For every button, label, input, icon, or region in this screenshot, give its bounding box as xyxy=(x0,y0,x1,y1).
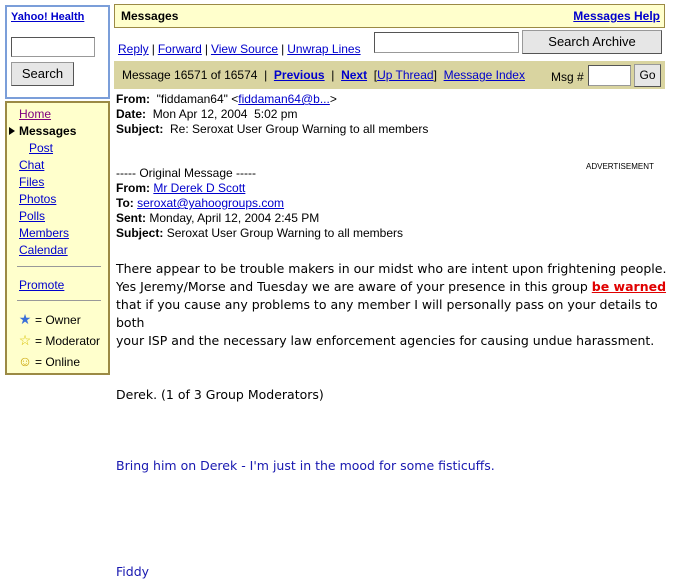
current-page-arrow-icon xyxy=(9,127,15,135)
nav-photos[interactable]: Photos xyxy=(19,192,57,206)
page-title: Messages xyxy=(121,9,179,23)
be-warned-text: be warned xyxy=(591,279,667,294)
reply-text: Bring him on Derek - I'm just in the mood for some fisticuffs. xyxy=(116,458,495,473)
nav-calendar[interactable]: Calendar xyxy=(19,243,68,257)
group-nav xyxy=(5,101,110,375)
search-archive-button[interactable]: Search Archive xyxy=(522,30,662,54)
message-nav-bar xyxy=(114,61,665,89)
next-link[interactable]: Next xyxy=(341,68,368,82)
body-line: that if you cause any problems to any member I will personally pass on your details to both xyxy=(116,297,658,330)
body-line: There appear to be trouble makers in our midst who are intent upon frightening people. xyxy=(116,261,667,276)
nav-divider xyxy=(17,266,101,267)
nav-home[interactable]: Home xyxy=(19,107,52,121)
nav-divider xyxy=(17,300,101,301)
message-index-link[interactable]: Message Index xyxy=(443,68,525,82)
forward-link[interactable]: Forward xyxy=(157,42,202,56)
original-from-link[interactable]: Mr Derek D Scott xyxy=(153,181,246,195)
message-body xyxy=(116,260,675,350)
advertisement-label: ADVERTISEMENT xyxy=(586,162,654,171)
nav-polls[interactable]: Polls xyxy=(19,209,46,223)
smiley-icon: ☺ xyxy=(17,353,33,369)
original-divider: ----- Original Message ----- xyxy=(116,166,257,180)
reply-link[interactable]: Reply xyxy=(118,42,149,56)
original-to: To: seroxat@yahoogroups.com xyxy=(116,196,285,210)
yellow-star-icon: ☆ xyxy=(18,332,32,348)
legend-online: ☺ = Online xyxy=(17,353,81,369)
site-search-button[interactable]: Search xyxy=(11,62,74,86)
original-sent: Sent: Monday, April 12, 2004 2:45 PM xyxy=(116,211,320,225)
body-line: your ISP and the necessary law enforcement agencies for causing undue harassment. xyxy=(116,333,655,348)
previous-link[interactable]: Previous xyxy=(273,68,325,82)
archive-search-input[interactable] xyxy=(374,32,519,53)
message-nav-text: Message 16571 of 16574 | Previous | Next [Up Thread] Message Index xyxy=(122,68,525,82)
nav-members[interactable]: Members xyxy=(19,226,70,240)
message-from: From: "fiddaman64" <fiddaman64@b...> xyxy=(116,92,337,106)
body-line: Yes Jeremy/Morse and Tuesday we are aware of your presence in this group be warned xyxy=(116,279,667,294)
msg-number-input[interactable] xyxy=(588,65,631,86)
blue-star-icon: ★ xyxy=(18,311,32,327)
go-button[interactable]: Go xyxy=(634,64,661,87)
sign-off: Fiddy xyxy=(116,564,150,579)
legend-moderator: ☆ = Moderator xyxy=(18,332,101,348)
msg-number-label: Msg # xyxy=(551,70,584,84)
yahoo-health-link[interactable]: Yahoo! Health xyxy=(11,11,85,23)
messages-header xyxy=(114,4,665,28)
view-source-link[interactable]: View Source xyxy=(210,42,279,56)
nav-promote[interactable]: Promote xyxy=(19,278,65,292)
nav-files[interactable]: Files xyxy=(19,175,45,189)
message-subject: Subject: Re: Seroxat User Group Warning to all members xyxy=(116,122,429,136)
site-search-input[interactable] xyxy=(11,37,95,57)
messages-help-link[interactable]: Messages Help xyxy=(573,9,660,23)
nav-chat[interactable]: Chat xyxy=(19,158,45,172)
message-date: Date: Mon Apr 12, 2004 5:02 pm xyxy=(116,107,298,121)
nav-messages[interactable]: Messages xyxy=(19,124,77,138)
original-subject: Subject: Seroxat User Group Warning to all members xyxy=(116,226,403,240)
message-toolbar: Reply | Forward | View Source | Unwrap Lines xyxy=(118,42,361,56)
up-thread-link[interactable]: Up Thread xyxy=(377,68,434,82)
from-email-link[interactable]: fiddaman64@b... xyxy=(238,92,330,106)
legend-owner: ★ = Owner xyxy=(18,311,81,327)
original-to-link[interactable]: seroxat@yahoogroups.com xyxy=(137,196,285,210)
nav-post[interactable]: Post xyxy=(29,141,54,155)
original-from: From: Mr Derek D Scott xyxy=(116,181,246,195)
message-position: Message 16571 of 16574 xyxy=(122,68,258,82)
site-search-panel xyxy=(5,5,110,99)
moderator-signature: Derek. (1 of 3 Group Moderators) xyxy=(116,387,324,402)
unwrap-lines-link[interactable]: Unwrap Lines xyxy=(287,42,361,56)
